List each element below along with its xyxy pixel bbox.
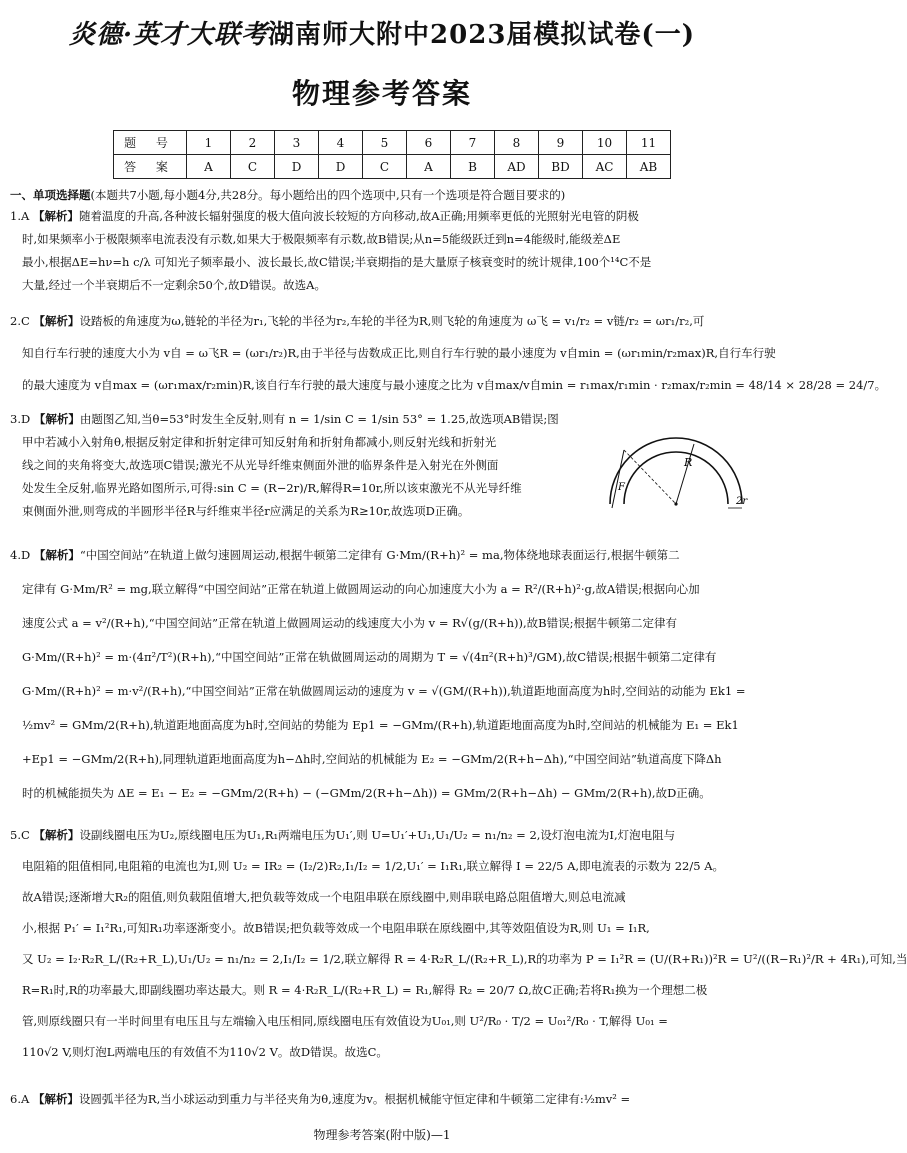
answer-table-answer-row <box>114 155 671 179</box>
answer-cell: AB <box>627 155 671 179</box>
solution-line: 设踏板的角速度为ω,链轮的半径为r₁,飞轮的半径为r₂,车轮的半径为R,则飞轮的角速度为 ω飞 = v₁/r₂ = v链/r₂ = ωr₁/r₂,可 <box>79 314 705 328</box>
solution-line: 的最大速度为 v自max = (ωr₁max/r₂min)R,该自行车行驶的最大速度与最小速度之比为 v自max/v自min = r₁max/r₁min · r₂max/r₂min = 48/14 × 28/28 = 24/7。 <box>22 378 887 392</box>
page-footer: 物理参考答案(附中版)—1 <box>313 1128 451 1142</box>
question-number-label: 4.D <box>10 548 31 562</box>
question-3-solution <box>10 408 600 523</box>
question-4-solution <box>10 538 754 810</box>
inner-arc <box>624 452 728 504</box>
section-heading <box>10 187 565 203</box>
solution-line: 定律有 G·Mm/R² = mg,联立解得“中国空间站”正常在轨道上做圆周运动的向心加速度大小为 a = R²/(R+h)²·g,故A错误;根据向心加 <box>22 582 700 596</box>
question-2-solution <box>10 305 887 401</box>
solution-line: 小,根据 P₁′ = I₁²R₁,可知R₁功率逐渐变小。故B错误;把负载等效成一个电阻串联在原线圈中,其等效阻值设为R,则 U₁ = I₁R, <box>22 921 650 935</box>
fiber-optic-diagram <box>596 404 756 512</box>
answer-cell: D <box>275 155 319 179</box>
answer-cell: AC <box>583 155 627 179</box>
solution-line: G·Mm/(R+h)² = m·(4π²/T²)(R+h),“中国空间站”正常在轨做圆周运动的周期为 T = √(4π²(R+h)³/GM),故C错误;根据牛顿第二定律有 <box>22 650 717 664</box>
answer-cell: C <box>231 155 275 179</box>
solution-line: 随着温度的升高,各种波长辐射强度的极大值向波长较短的方向移动,故A正确;用频率更低的光照射光电管的阴极 <box>78 209 639 223</box>
solution-line: 故A错误;逐渐增大R₂的阻值,则负载阻值增大,把负载等效成一个电阻串联在原线圈中,则串联电路总阻值增大,则总电流减 <box>22 890 626 904</box>
solution-line: ½mv² = GMm/2(R+h),轨道距地面高度为h时,空间站的势能为 Ep1 = −GMm/(R+h),轨道距地面高度为h时,空间站的机械能为 E₁ = Ek1 <box>22 718 739 732</box>
solution-line: 速度公式 a = v²/(R+h),“中国空间站”正常在轨道上做圆周运动的线速度大小为 v = R√(g/(R+h)),故B错误;根据牛顿第二定律有 <box>22 616 677 630</box>
question-1-solution <box>10 205 754 297</box>
analysis-tag: 【解析】 <box>33 828 80 842</box>
solution-line: 时的机械能损失为 ΔE = E₁ − E₂ = −GMm/2(R+h) − (−GMm/2(R+h−Δh)) = GMm/2(R+h−Δh) − GMm/2(R+h),故D正确。 <box>22 786 711 800</box>
width-label: 2r <box>736 496 748 507</box>
radius-label: R <box>684 456 693 469</box>
solution-line: 电阻箱的阻值相同,电阻箱的电流也为I,则 U₂ = IR₂ = (I₂/2)R₂,I₁/I₂ = 1/2,U₁′ = I₁R₁,联立解得 I = 22/5 A,即电流表的示数为 22/5 A。 <box>22 859 725 873</box>
analysis-tag: 【解析】 <box>32 209 79 223</box>
solution-line: 知自行车行驶的速度大小为 v自 = ω飞R = (ωr₁/r₂)R,由于半径与齿数成正比,则自行车行驶的最小速度为 v自min = (ωr₁min/r₂max)R,自行车行驶 <box>22 346 776 360</box>
question-number-label: 5.C <box>10 828 30 842</box>
analysis-tag: 【解析】 <box>32 1092 79 1106</box>
analysis-tag: 【解析】 <box>33 412 80 426</box>
question-number: 6 <box>407 131 451 155</box>
solution-line: 最小,根据ΔE=hν=h c/λ 可知光子频率最小、波长最长,故C错误;半衰期指的是大量原子核衰变时的统计规律,100个¹⁴C不是 <box>22 255 652 269</box>
solution-line: 由题图乙知,当θ=53°时发生全反射,则有 n = 1/sin C = 1/sin 53° = 1.25,故选项AB错误;图 <box>79 412 559 426</box>
page-subtitle: 物理参考答案 <box>291 77 472 110</box>
answer-table-number-row <box>114 131 671 155</box>
center-point <box>674 502 677 505</box>
answer-cell: D <box>319 155 363 179</box>
solution-line: +Ep1 = −GMm/2(R+h),同理轨道距地面高度为h−Δh时,空间站的机械能为 E₂ = −GMm/2(R+h−Δh),“中国空间站”轨道高度下降Δh <box>22 752 722 766</box>
exam-title <box>0 14 764 51</box>
solution-line: 设圆弧半径为R,当小球运动到重力与半径夹角为θ,速度为v。根据机械能守恒定律和牛顿第二定律有:½mv² = <box>78 1092 631 1106</box>
exam-name: 湖南师大附中2023届模拟试卷(一) <box>268 20 696 50</box>
answer-cell: C <box>363 155 407 179</box>
solution-line: “中国空间站”在轨道上做匀速圆周运动,根据牛顿第二定律有 G·Mm/(R+h)² = ma,物体绕地球表面运行,根据牛顿第二 <box>79 548 680 562</box>
outer-arc <box>610 438 742 504</box>
analysis-tag: 【解析】 <box>33 314 80 328</box>
question-number-label: 2.C <box>10 314 30 328</box>
solution-line: 时,如果频率小于极限频率电流表没有示数,如果大于极限频率有示数,故B错误;从n=5能级跃迁到n=4能级时,能级差ΔE <box>22 232 621 246</box>
solution-line: 线之间的夹角将变大,故选项C错误;激光不从光导纤维束侧面外泄的临界条件是入射光在外侧面 <box>22 458 499 472</box>
answer-cell: A <box>407 155 451 179</box>
answer-table <box>113 130 671 179</box>
solution-line: 大量,经过一个半衰期后不一定剩余50个,故D错误。故选A。 <box>22 278 326 292</box>
question-number: 4 <box>319 131 363 155</box>
question-number-label: 6.A <box>10 1092 30 1106</box>
solution-line: 束侧面外泄,则弯成的半圆形半径R与纤维束半径r应满足的关系为R≥10r,故选项D正确。 <box>22 504 470 518</box>
question-5-solution <box>10 820 907 1068</box>
question-number: 9 <box>539 131 583 155</box>
section-title: 一、单项选择题 <box>10 188 91 202</box>
solution-line: G·Mm/(R+h)² = m·v²/(R+h),“中国空间站”正常在轨做圆周运动的速度为 v = √(GM/(R+h)),轨道距地面高度为h时,空间站的动能为 Ek1 = <box>22 684 746 698</box>
light-ray <box>612 450 624 508</box>
question-6-solution <box>10 1088 754 1111</box>
solution-line: 设副线圈电压为U₂,原线圈电压为U₁,R₁两端电压为U₁′,则 U=U₁′+U₁,U₁/U₂ = n₁/n₂ = 2,设灯泡电流为I,灯泡电阻与 <box>79 828 676 842</box>
question-number-label: 1.A <box>10 209 30 223</box>
question-number-label: 3.D <box>10 412 31 426</box>
question-number: 11 <box>627 131 671 155</box>
exam-brand: 炎德·英才大联考 <box>68 20 269 50</box>
section-note: (本题共7小题,每小题4分,共28分。每小题给出的四个选项中,只有一个选项是符合题目要求的) <box>90 188 566 202</box>
solution-line: R=R₁时,R的功率最大,即副线圈功率达最大。则 R = 4·R₂R_L/(R₂+R_L) = R₁,解得 R₂ = 20/7 Ω,故C正确;若将R₁换为一个理想二极 <box>22 983 708 997</box>
question-number: 10 <box>583 131 627 155</box>
question-number: 8 <box>495 131 539 155</box>
solution-line: 110√2 V,则灯泡L两端电压的有效值不为110√2 V。故D错误。故选C。 <box>22 1045 388 1059</box>
question-number: 3 <box>275 131 319 155</box>
answer-cell: AD <box>495 155 539 179</box>
row-label-answer: 答 案 <box>114 155 187 179</box>
question-number: 2 <box>231 131 275 155</box>
solution-line: 甲中若减小入射角θ,根据反射定律和折射定律可知反射角和折射角都减小,则反射光线和折射光 <box>22 435 497 449</box>
answer-cell: B <box>451 155 495 179</box>
question-number: 7 <box>451 131 495 155</box>
solution-line: 管,则原线圈只有一半时间里有电压且与左端输入电压相同,原线圈电压有效值设为U₀₁,则 U²/R₀ · T/2 = U₀₁²/R₀ · T,解得 U₀₁ = <box>22 1014 668 1028</box>
analysis-tag: 【解析】 <box>33 548 80 562</box>
question-number: 1 <box>187 131 231 155</box>
question-number: 5 <box>363 131 407 155</box>
solution-line: 处发生全反射,临界光路如图所示,可得:sin C = (R−2r)/R,解得R=10r,所以该束激光不从光导纤维 <box>22 481 522 495</box>
solution-line: 又 U₂ = I₂·R₂R_L/(R₂+R_L),U₁/U₂ = n₁/n₂ = 2,I₁/I₂ = 1/2,联立解得 R = 4·R₂R_L/(R₂+R_L),R的功率为 P = I₁²R = (U/(R+R₁))²R = U²/((R−R₁)²/R + 4R₁),可知,当 <box>22 952 907 966</box>
answer-cell: A <box>187 155 231 179</box>
point-label-f: F <box>618 482 625 493</box>
row-label-number: 题 号 <box>114 131 187 155</box>
answer-cell: BD <box>539 155 583 179</box>
